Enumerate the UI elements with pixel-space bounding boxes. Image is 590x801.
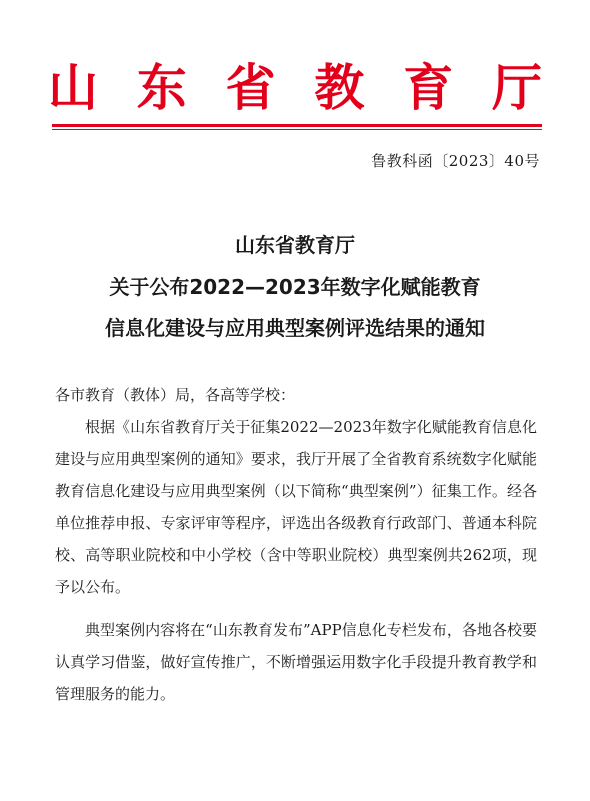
letterhead-char: 山: [48, 58, 98, 117]
title-line-2: 关于公布2022—2023年数字化赋能教育: [109, 275, 481, 299]
body-paragraph-1: 根据《山东省教育厅关于征集2022—2023年数字化赋能教育信息化建设与应用典型案例的通知》要求，我厅开展了全省教育系统数字化赋能教育信息化建设与应用典型案例（以下简称“典型案例”）征集工作。经各单位推荐申报、专家评审等程序，评选出各级教育行政部门、普通本科院校、高等职业院校和中小学校（含中等职业院校）典型案例共262项，现予以公布。: [55, 418, 537, 596]
letterhead-rule-thick: [52, 124, 542, 127]
letterhead-char: 育: [403, 58, 454, 117]
letterhead-char: 厅: [491, 58, 542, 117]
letterhead-rule-thin: [52, 129, 542, 130]
letterhead-title: [48, 58, 542, 118]
letterhead-char: 教: [314, 58, 365, 117]
salutation: 各市教育（教体）局，各高等学校：: [55, 386, 296, 404]
document-number: 鲁教科函〔2023〕40号: [371, 152, 540, 170]
title-line-1: 山东省教育厅: [235, 233, 355, 257]
letterhead-char: 东: [136, 58, 187, 117]
letterhead-char: 省: [225, 58, 276, 117]
body-paragraph-2: 典型案例内容将在“山东教育发布”APP信息化专栏发布，各地各校要认真学习借鉴，做好宣传推广，不断增强运用数字化手段提升教育教学和管理服务的能力。: [55, 621, 537, 703]
title-line-3: 信息化建设与应用典型案例评选结果的通知: [105, 316, 485, 340]
